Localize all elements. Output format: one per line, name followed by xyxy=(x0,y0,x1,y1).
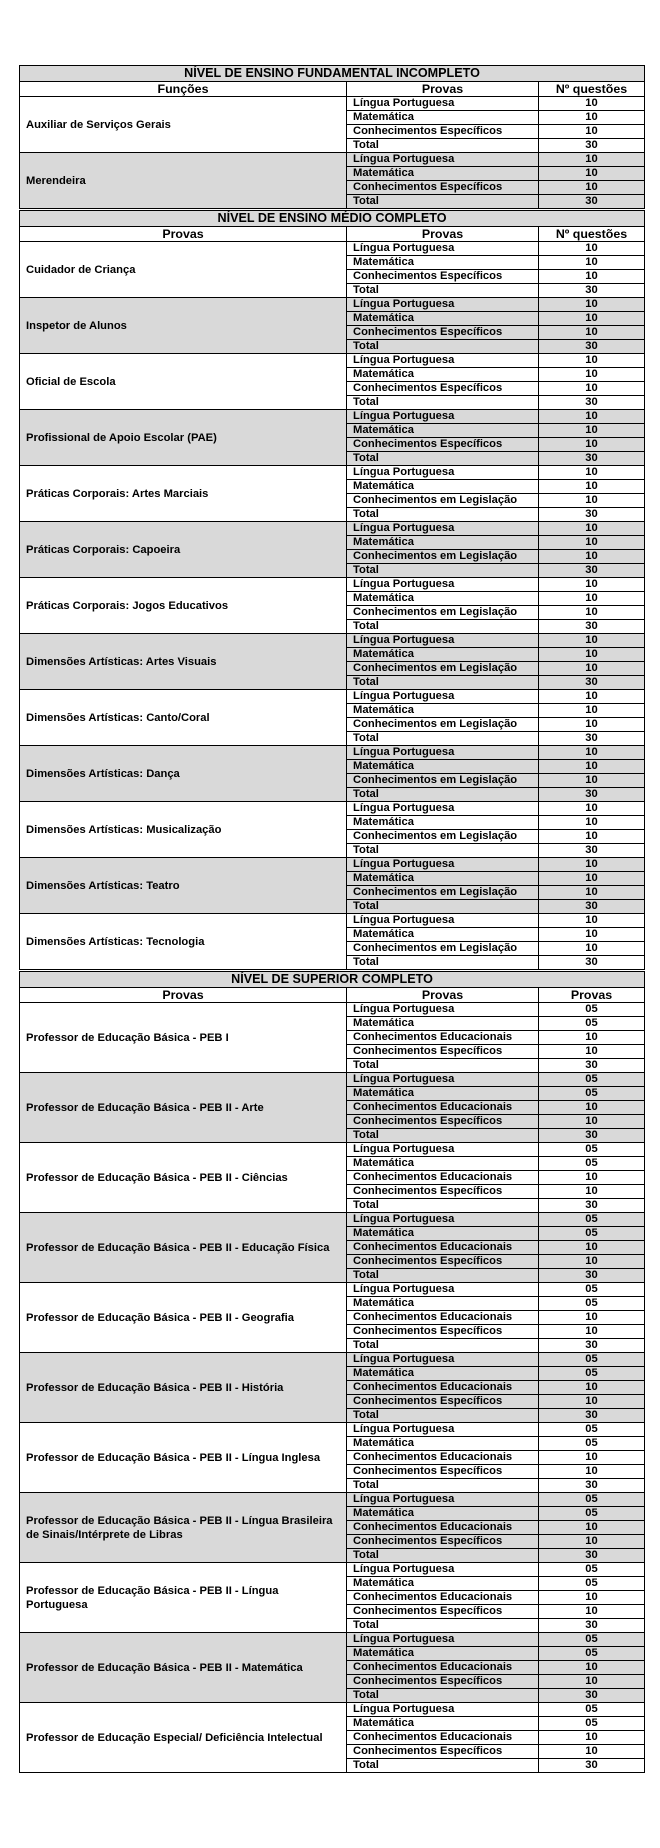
exam-subject: Língua Portuguesa xyxy=(347,97,539,111)
question-count: 10 xyxy=(539,928,645,942)
table-row xyxy=(20,1003,645,1017)
exam-subject: Matemática xyxy=(347,1437,539,1451)
exam-subject: Conhecimentos Educacionais xyxy=(347,1171,539,1185)
question-count: 05 xyxy=(539,1647,645,1661)
column-header: Provas xyxy=(347,227,539,242)
question-count: 30 xyxy=(539,1129,645,1143)
exam-subject: Língua Portuguesa xyxy=(347,1073,539,1087)
exam-subject: Matemática xyxy=(347,312,539,326)
question-count: 05 xyxy=(539,1073,645,1087)
question-count: 05 xyxy=(539,1353,645,1367)
table-row xyxy=(20,1493,645,1507)
role-name: Dimensões Artísticas: Canto/Coral xyxy=(20,690,347,746)
question-count: 10 xyxy=(539,125,645,139)
question-count: 10 xyxy=(539,438,645,452)
table-row xyxy=(20,97,645,111)
exam-subject: Conhecimentos Específicos xyxy=(347,1325,539,1339)
question-count: 10 xyxy=(539,256,645,270)
question-count: 30 xyxy=(539,564,645,578)
question-count: 10 xyxy=(539,872,645,886)
exam-subject: Matemática xyxy=(347,872,539,886)
exam-subject: Matemática xyxy=(347,928,539,942)
role-name: Dimensões Artísticas: Musicalização xyxy=(20,802,347,858)
exam-subject: Língua Portuguesa xyxy=(347,153,539,167)
question-count: 30 xyxy=(539,732,645,746)
question-count: 10 xyxy=(539,704,645,718)
question-count: 10 xyxy=(539,1171,645,1185)
question-count: 10 xyxy=(539,326,645,340)
column-header: Nº questões xyxy=(539,82,645,97)
exam-subject: Matemática xyxy=(347,816,539,830)
question-count: 10 xyxy=(539,181,645,195)
column-header: Provas xyxy=(20,227,347,242)
exam-subject: Conhecimentos Educacionais xyxy=(347,1591,539,1605)
exam-subject: Total xyxy=(347,564,539,578)
question-count: 05 xyxy=(539,1227,645,1241)
exam-subject: Língua Portuguesa xyxy=(347,1353,539,1367)
question-count: 10 xyxy=(539,1381,645,1395)
table-row xyxy=(20,858,645,872)
question-count: 10 xyxy=(539,662,645,676)
column-header: Nº questões xyxy=(539,227,645,242)
question-count: 10 xyxy=(539,1185,645,1199)
role-name: Inspetor de Alunos xyxy=(20,298,347,354)
exam-subject: Conhecimentos Educacionais xyxy=(347,1731,539,1745)
question-count: 10 xyxy=(539,97,645,111)
exam-subject: Total xyxy=(347,1269,539,1283)
exam-table-section xyxy=(19,65,645,209)
question-count: 05 xyxy=(539,1563,645,1577)
exam-subject: Língua Portuguesa xyxy=(347,466,539,480)
question-count: 05 xyxy=(539,1493,645,1507)
exam-subject: Conhecimentos Específicos xyxy=(347,181,539,195)
question-count: 10 xyxy=(539,1745,645,1759)
exam-subject: Língua Portuguesa xyxy=(347,634,539,648)
exam-subject: Total xyxy=(347,732,539,746)
question-count: 10 xyxy=(539,1101,645,1115)
exam-subject: Matemática xyxy=(347,704,539,718)
exam-subject: Conhecimentos Específicos xyxy=(347,382,539,396)
exam-subject: Conhecimentos em Legislação xyxy=(347,662,539,676)
exam-subject: Língua Portuguesa xyxy=(347,858,539,872)
question-count: 10 xyxy=(539,746,645,760)
question-count: 30 xyxy=(539,1269,645,1283)
role-name: Professor de Educação Básica - PEB II - Geografia xyxy=(20,1283,347,1353)
column-header: Provas xyxy=(347,988,539,1003)
exam-subject: Matemática xyxy=(347,1297,539,1311)
table-row xyxy=(20,1423,645,1437)
question-count: 30 xyxy=(539,620,645,634)
role-name: Profissional de Apoio Escolar (PAE) xyxy=(20,410,347,466)
question-count: 10 xyxy=(539,1395,645,1409)
question-count: 10 xyxy=(539,466,645,480)
exam-subject: Matemática xyxy=(347,536,539,550)
exam-subject: Matemática xyxy=(347,1367,539,1381)
question-count: 10 xyxy=(539,1045,645,1059)
table-row xyxy=(20,354,645,368)
table-row xyxy=(20,466,645,480)
exam-subject: Total xyxy=(347,1059,539,1073)
exam-subject: Total xyxy=(347,1339,539,1353)
question-count: 10 xyxy=(539,634,645,648)
exam-subject: Conhecimentos Específicos xyxy=(347,125,539,139)
role-name: Professor de Educação Básica - PEB II - Arte xyxy=(20,1073,347,1143)
question-count: 10 xyxy=(539,1311,645,1325)
table-row xyxy=(20,1073,645,1087)
exam-subject: Total xyxy=(347,1689,539,1703)
role-name: Dimensões Artísticas: Tecnologia xyxy=(20,914,347,970)
exam-subject: Língua Portuguesa xyxy=(347,1703,539,1717)
exam-subject: Total xyxy=(347,788,539,802)
question-count: 10 xyxy=(539,1605,645,1619)
exam-subject: Conhecimentos Educacionais xyxy=(347,1031,539,1045)
question-count: 10 xyxy=(539,242,645,256)
question-count: 10 xyxy=(539,1255,645,1269)
question-count: 10 xyxy=(539,816,645,830)
exam-subject: Total xyxy=(347,340,539,354)
question-count: 10 xyxy=(539,886,645,900)
question-count: 30 xyxy=(539,340,645,354)
exam-subject: Matemática xyxy=(347,424,539,438)
question-count: 10 xyxy=(539,648,645,662)
exam-subject: Língua Portuguesa xyxy=(347,522,539,536)
exam-subject: Total xyxy=(347,1199,539,1213)
role-name: Professor de Educação Básica - PEB II - Ciências xyxy=(20,1143,347,1213)
question-count: 10 xyxy=(539,1731,645,1745)
column-header: Provas xyxy=(20,988,347,1003)
exam-subject: Língua Portuguesa xyxy=(347,1213,539,1227)
exam-subject: Matemática xyxy=(347,368,539,382)
document xyxy=(19,65,644,1773)
question-count: 10 xyxy=(539,1675,645,1689)
exam-subject: Conhecimentos Educacionais xyxy=(347,1661,539,1675)
table-row xyxy=(20,1353,645,1367)
exam-subject: Matemática xyxy=(347,1577,539,1591)
exam-subject: Matemática xyxy=(347,592,539,606)
question-count: 10 xyxy=(539,718,645,732)
exam-subject: Conhecimentos em Legislação xyxy=(347,774,539,788)
question-count: 10 xyxy=(539,760,645,774)
exam-subject: Língua Portuguesa xyxy=(347,1633,539,1647)
question-count: 30 xyxy=(539,284,645,298)
role-name: Oficial de Escola xyxy=(20,354,347,410)
question-count: 10 xyxy=(539,914,645,928)
role-name: Auxiliar de Serviços Gerais xyxy=(20,97,347,153)
question-count: 30 xyxy=(539,1059,645,1073)
exam-subject: Conhecimentos Educacionais xyxy=(347,1451,539,1465)
question-count: 10 xyxy=(539,1521,645,1535)
role-name: Professor de Educação Básica - PEB II - Língua Inglesa xyxy=(20,1423,347,1493)
question-count: 10 xyxy=(539,424,645,438)
question-count: 30 xyxy=(539,900,645,914)
role-name: Cuidador de Criança xyxy=(20,242,347,298)
exam-subject: Língua Portuguesa xyxy=(347,802,539,816)
exam-subject: Total xyxy=(347,676,539,690)
question-count: 30 xyxy=(539,195,645,209)
table-row xyxy=(20,242,645,256)
question-count: 30 xyxy=(539,1759,645,1773)
question-count: 30 xyxy=(539,1549,645,1563)
exam-subject: Língua Portuguesa xyxy=(347,354,539,368)
question-count: 30 xyxy=(539,1199,645,1213)
role-name: Dimensões Artísticas: Dança xyxy=(20,746,347,802)
role-name: Práticas Corporais: Artes Marciais xyxy=(20,466,347,522)
table-row xyxy=(20,690,645,704)
exam-subject: Matemática xyxy=(347,1157,539,1171)
exam-subject: Matemática xyxy=(347,111,539,125)
question-count: 30 xyxy=(539,1339,645,1353)
question-count: 10 xyxy=(539,494,645,508)
exam-subject: Matemática xyxy=(347,1227,539,1241)
question-count: 10 xyxy=(539,480,645,494)
question-count: 05 xyxy=(539,1297,645,1311)
exam-subject: Total xyxy=(347,452,539,466)
role-name: Professor de Educação Básica - PEB II - Língua Brasileira de Sinais/Intérprete de Libras xyxy=(20,1493,347,1563)
exam-subject: Conhecimentos Educacionais xyxy=(347,1241,539,1255)
table-row xyxy=(20,1633,645,1647)
question-count: 30 xyxy=(539,508,645,522)
question-count: 10 xyxy=(539,1591,645,1605)
question-count: 10 xyxy=(539,312,645,326)
table-row xyxy=(20,746,645,760)
exam-subject: Conhecimentos Específicos xyxy=(347,1605,539,1619)
question-count: 10 xyxy=(539,1465,645,1479)
question-count: 05 xyxy=(539,1157,645,1171)
question-count: 10 xyxy=(539,368,645,382)
question-count: 10 xyxy=(539,111,645,125)
exam-subject: Língua Portuguesa xyxy=(347,1493,539,1507)
question-count: 05 xyxy=(539,1423,645,1437)
exam-subject: Total xyxy=(347,139,539,153)
exam-subject: Língua Portuguesa xyxy=(347,298,539,312)
role-name: Professor de Educação Básica - PEB II - Língua Portuguesa xyxy=(20,1563,347,1633)
exam-subject: Conhecimentos Educacionais xyxy=(347,1311,539,1325)
exam-subject: Conhecimentos Educacionais xyxy=(347,1101,539,1115)
question-count: 10 xyxy=(539,942,645,956)
question-count: 05 xyxy=(539,1143,645,1157)
table-row xyxy=(20,802,645,816)
exam-subject: Conhecimentos Específicos xyxy=(347,1395,539,1409)
exam-subject: Total xyxy=(347,396,539,410)
role-name: Práticas Corporais: Capoeira xyxy=(20,522,347,578)
section-title: NÍVEL DE SUPERIOR COMPLETO xyxy=(20,972,645,988)
role-name: Professor de Educação Especial/ Deficiência Intelectual xyxy=(20,1703,347,1773)
exam-subject: Língua Portuguesa xyxy=(347,1143,539,1157)
exam-subject: Matemática xyxy=(347,167,539,181)
exam-subject: Total xyxy=(347,1619,539,1633)
table-row xyxy=(20,298,645,312)
question-count: 05 xyxy=(539,1367,645,1381)
exam-subject: Total xyxy=(347,508,539,522)
question-count: 30 xyxy=(539,1619,645,1633)
table-row xyxy=(20,1563,645,1577)
table-row xyxy=(20,634,645,648)
question-count: 10 xyxy=(539,354,645,368)
question-count: 10 xyxy=(539,1325,645,1339)
exam-subject: Conhecimentos Educacionais xyxy=(347,1521,539,1535)
question-count: 05 xyxy=(539,1283,645,1297)
question-count: 30 xyxy=(539,452,645,466)
section-title: NÍVEL DE ENSINO FUNDAMENTAL INCOMPLETO xyxy=(20,66,645,82)
exam-subject: Conhecimentos Específicos xyxy=(347,438,539,452)
question-count: 10 xyxy=(539,1031,645,1045)
exam-subject: Conhecimentos em Legislação xyxy=(347,494,539,508)
question-count: 10 xyxy=(539,522,645,536)
exam-subject: Matemática xyxy=(347,1717,539,1731)
question-count: 30 xyxy=(539,396,645,410)
question-count: 10 xyxy=(539,167,645,181)
question-count: 05 xyxy=(539,1633,645,1647)
role-name: Professor de Educação Básica - PEB II - História xyxy=(20,1353,347,1423)
question-count: 10 xyxy=(539,270,645,284)
exam-subject: Total xyxy=(347,1129,539,1143)
exam-subject: Total xyxy=(347,1759,539,1773)
question-count: 10 xyxy=(539,1451,645,1465)
question-count: 30 xyxy=(539,1689,645,1703)
exam-subject: Total xyxy=(347,284,539,298)
column-header: Provas xyxy=(347,82,539,97)
role-name: Merendeira xyxy=(20,153,347,209)
exam-subject: Conhecimentos Específicos xyxy=(347,1745,539,1759)
table-row xyxy=(20,1703,645,1717)
exam-subject: Total xyxy=(347,900,539,914)
exam-subject: Matemática xyxy=(347,648,539,662)
section-title: NÍVEL DE ENSINO MÉDIO COMPLETO xyxy=(20,211,645,227)
exam-subject: Total xyxy=(347,1479,539,1493)
exam-subject: Língua Portuguesa xyxy=(347,914,539,928)
exam-subject: Matemática xyxy=(347,1087,539,1101)
question-count: 30 xyxy=(539,1479,645,1493)
question-count: 30 xyxy=(539,956,645,970)
exam-subject: Língua Portuguesa xyxy=(347,1423,539,1437)
exam-subject: Total xyxy=(347,1409,539,1423)
question-count: 05 xyxy=(539,1213,645,1227)
exam-subject: Conhecimentos Específicos xyxy=(347,1255,539,1269)
question-count: 10 xyxy=(539,536,645,550)
exam-subject: Conhecimentos em Legislação xyxy=(347,606,539,620)
question-count: 10 xyxy=(539,802,645,816)
question-count: 10 xyxy=(539,592,645,606)
table-row xyxy=(20,1283,645,1297)
exam-subject: Língua Portuguesa xyxy=(347,1563,539,1577)
exam-subject: Total xyxy=(347,1549,539,1563)
role-name: Professor de Educação Básica - PEB II - Educação Física xyxy=(20,1213,347,1283)
question-count: 10 xyxy=(539,578,645,592)
exam-subject: Língua Portuguesa xyxy=(347,410,539,424)
exam-subject: Língua Portuguesa xyxy=(347,1003,539,1017)
role-name: Práticas Corporais: Jogos Educativos xyxy=(20,578,347,634)
question-count: 30 xyxy=(539,1409,645,1423)
question-count: 10 xyxy=(539,153,645,167)
exam-subject: Conhecimentos Específicos xyxy=(347,1465,539,1479)
column-header: Funções xyxy=(20,82,347,97)
exam-subject: Língua Portuguesa xyxy=(347,1283,539,1297)
exam-subject: Conhecimentos Específicos xyxy=(347,326,539,340)
column-header: Provas xyxy=(539,988,645,1003)
question-count: 05 xyxy=(539,1577,645,1591)
question-count: 05 xyxy=(539,1437,645,1451)
exam-subject: Conhecimentos Específicos xyxy=(347,1185,539,1199)
exam-subject: Matemática xyxy=(347,1647,539,1661)
question-count: 05 xyxy=(539,1017,645,1031)
exam-subject: Total xyxy=(347,844,539,858)
question-count: 30 xyxy=(539,676,645,690)
table-row xyxy=(20,522,645,536)
question-count: 10 xyxy=(539,830,645,844)
role-name: Professor de Educação Básica - PEB II - Matemática xyxy=(20,1633,347,1703)
role-name: Dimensões Artísticas: Artes Visuais xyxy=(20,634,347,690)
exam-subject: Conhecimentos em Legislação xyxy=(347,550,539,564)
exam-subject: Língua Portuguesa xyxy=(347,690,539,704)
question-count: 10 xyxy=(539,1241,645,1255)
exam-subject: Total xyxy=(347,956,539,970)
exam-subject: Conhecimentos Específicos xyxy=(347,270,539,284)
exam-subject: Conhecimentos Específicos xyxy=(347,1675,539,1689)
exam-subject: Conhecimentos Específicos xyxy=(347,1045,539,1059)
exam-subject: Conhecimentos em Legislação xyxy=(347,718,539,732)
exam-subject: Conhecimentos em Legislação xyxy=(347,830,539,844)
table-row xyxy=(20,153,645,167)
exam-subject: Matemática xyxy=(347,256,539,270)
exam-subject: Total xyxy=(347,195,539,209)
question-count: 05 xyxy=(539,1087,645,1101)
question-count: 10 xyxy=(539,774,645,788)
role-name: Professor de Educação Básica - PEB I xyxy=(20,1003,347,1073)
exam-subject: Matemática xyxy=(347,1017,539,1031)
question-count: 10 xyxy=(539,298,645,312)
exam-subject: Conhecimentos Específicos xyxy=(347,1115,539,1129)
question-count: 10 xyxy=(539,382,645,396)
question-count: 05 xyxy=(539,1507,645,1521)
exam-subject: Matemática xyxy=(347,480,539,494)
question-count: 10 xyxy=(539,606,645,620)
question-count: 10 xyxy=(539,1535,645,1549)
question-count: 10 xyxy=(539,858,645,872)
question-count: 10 xyxy=(539,1115,645,1129)
question-count: 30 xyxy=(539,139,645,153)
exam-subject: Conhecimentos Educacionais xyxy=(347,1381,539,1395)
table-row xyxy=(20,410,645,424)
exam-subject: Matemática xyxy=(347,1507,539,1521)
question-count: 05 xyxy=(539,1703,645,1717)
question-count: 30 xyxy=(539,844,645,858)
question-count: 05 xyxy=(539,1003,645,1017)
exam-subject: Língua Portuguesa xyxy=(347,746,539,760)
role-name: Dimensões Artísticas: Teatro xyxy=(20,858,347,914)
question-count: 05 xyxy=(539,1717,645,1731)
table-row xyxy=(20,914,645,928)
exam-subject: Língua Portuguesa xyxy=(347,242,539,256)
exam-subject: Conhecimentos em Legislação xyxy=(347,942,539,956)
table-row xyxy=(20,1143,645,1157)
exam-subject: Matemática xyxy=(347,760,539,774)
question-count: 10 xyxy=(539,1661,645,1675)
question-count: 10 xyxy=(539,410,645,424)
exam-subject: Conhecimentos em Legislação xyxy=(347,886,539,900)
question-count: 10 xyxy=(539,550,645,564)
table-row xyxy=(20,1213,645,1227)
exam-subject: Conhecimentos Específicos xyxy=(347,1535,539,1549)
exam-table-section xyxy=(19,210,645,970)
exam-subject: Língua Portuguesa xyxy=(347,578,539,592)
question-count: 10 xyxy=(539,690,645,704)
question-count: 30 xyxy=(539,788,645,802)
exam-subject: Total xyxy=(347,620,539,634)
table-row xyxy=(20,578,645,592)
exam-table-section xyxy=(19,971,645,1773)
